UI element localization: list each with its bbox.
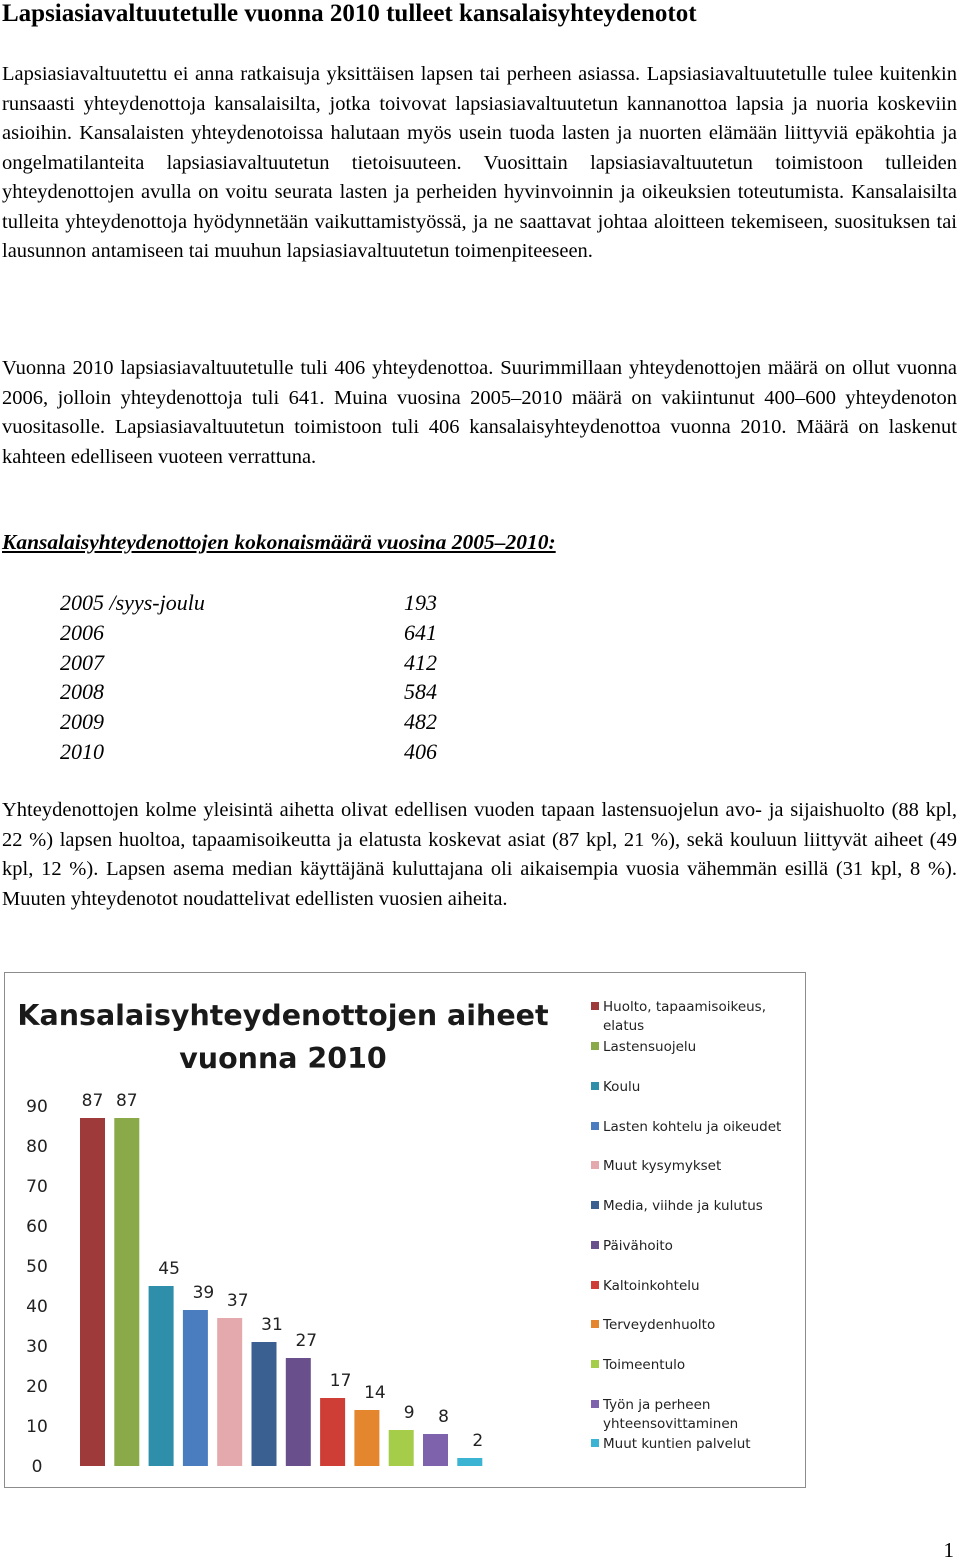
bar-series	[80, 1091, 483, 1466]
table-year: 2005 /syys-joulu	[60, 590, 205, 615]
legend-swatch	[591, 1400, 599, 1408]
legend-swatch	[591, 1002, 599, 1010]
table-year: 2007	[60, 649, 104, 675]
page-number: 1	[943, 1538, 954, 1562]
legend-label: Toimeentulo	[603, 1357, 686, 1373]
legend-label: Terveydenhuolto	[603, 1317, 716, 1333]
legend-label: Kaltoinkohtelu	[603, 1278, 700, 1294]
legend-label-line: elatus	[603, 1018, 645, 1034]
chart-title-line2: vuonna 2010	[179, 1042, 387, 1075]
legend-label-line: Huolto, tapaamisoikeus,	[603, 999, 767, 1015]
bar	[320, 1398, 345, 1466]
bar	[389, 1430, 414, 1466]
bar	[252, 1342, 277, 1466]
chart-canvas	[5, 973, 805, 1487]
legend-swatch	[591, 1281, 599, 1289]
table-year: 2009	[60, 709, 104, 735]
table-count: 193	[404, 590, 437, 615]
legend-swatch	[591, 1201, 599, 1209]
bar	[354, 1410, 379, 1466]
intro-paragraph: Lapsiasiavaltuutettu ei anna ratkaisuja yksittäisen lapsen tai perheen asiassa. Lapsiasiavaltuutetulle tulee kuitenkin runsaasti yhteydenottoja kansalaisilta, jotka toivovat lapsiasiavaltuutetun kannanottoa lapsia ja nuoria koskeviin asioihin. Kansalaisten yhteydenotoissa halutaan myös usein tuoda lasten ja nuorten elämään liittyviä epäkohtia ja ongelmatilanteita lapsiasiavaltuutetun tietoisuuteen. Vuosittain lapsiasiavaltuutetun toimistoon tulleiden yhteydenottojen avulla on voitu seurata lasten ja perheiden hyvinvoinnin ja oikeuksien toteutumista. Kansalaisilta tulleita yhteydenottoja hyödynnetään vaikuttamistyössä, ja ne saattavat johtaa aloitteen tekemiseen, suosituksen tai lausunnon antamiseen tai muuhun lapsiasiavaltuutetun toimenpiteeseen.	[2, 63, 957, 262]
legend-label	[602, 1397, 738, 1432]
legend-swatch	[591, 1082, 599, 1090]
legend-label	[603, 999, 766, 1034]
bar	[217, 1318, 242, 1466]
topics-chart	[4, 972, 806, 1488]
table-year: 2010	[60, 738, 104, 764]
bar	[423, 1434, 448, 1466]
y-tick-label: 0	[31, 1457, 43, 1477]
legend-label: Media, viihde ja kulutus	[603, 1198, 763, 1214]
bar-value-label: 27	[295, 1331, 318, 1351]
legend-label: Koulu	[603, 1079, 641, 1095]
bar-value-label: 17	[329, 1371, 352, 1391]
bar-value-label: 87	[81, 1091, 104, 1111]
y-axis	[26, 1097, 48, 1477]
yearly-summary-paragraph: Vuonna 2010 lapsiasiavaltuutetulle tuli 406 yhteydenottoa. Suurimmillaan yhteydenottojen määrä on ollut vuonna 2006, jolloin yhteydenottoja tuli 641. Muina vuosina 2005–2010 määrä on vakiintunut 400–600 yhteydenoton vuositasolle. Lapsiasiavaltuutetun toimistoon tuli 406 kansalaisyhteydenottoa vuonna 2010. Määrä on laskenut kahteen edelliseen vuoteen verrattuna.	[2, 357, 957, 468]
y-tick-label: 80	[26, 1137, 48, 1157]
table-count: 412	[404, 649, 437, 675]
legend-label: Muut kuntien palvelut	[603, 1436, 751, 1452]
legend-label-line: yhteensovittaminen	[603, 1416, 739, 1432]
y-tick-label: 10	[26, 1417, 48, 1437]
bar	[114, 1118, 139, 1466]
totals-table-heading: Kansalaisyhteydenottojen kokonaismäärä vuosina 2005–2010:	[2, 530, 556, 554]
bar-value-label: 8	[438, 1407, 449, 1427]
bar-value-label: 37	[226, 1291, 249, 1311]
bar	[149, 1286, 174, 1466]
bar	[457, 1458, 482, 1466]
y-tick-label: 70	[26, 1177, 48, 1197]
y-tick-label: 30	[26, 1337, 48, 1357]
bar-value-label: 31	[261, 1315, 283, 1335]
table-year: 2008	[60, 679, 104, 705]
y-tick-label: 60	[26, 1217, 48, 1237]
legend-label: Lastensuojelu	[603, 1039, 697, 1055]
bar	[80, 1118, 105, 1466]
bar-value-label: 45	[158, 1259, 180, 1279]
table-year: 2006	[60, 619, 104, 645]
legend-label: Muut kysymykset	[603, 1158, 722, 1174]
topics-paragraph: Yhteydenottojen kolme yleisintä aihetta olivat edellisen vuoden tapaan lastensuojelun avo- ja sijaishuolto (88 kpl, 22 %) lapsen huoltoa, tapaamisoikeutta ja elatusta koskevat asiat (87 kpl, 21 %), sekä kouluun liittyvät aiheet (49 kpl, 12 %). Lapsen asema median käyttäjänä kuluttajana oli aikaisempia vuosia vähemmän esillä (31 kpl, 8 %). Muuten yhteydenotot noudattelivat edellisten vuosien aiheita.	[2, 799, 957, 910]
legend	[591, 999, 781, 1452]
table-count: 406	[404, 738, 437, 764]
legend-swatch	[591, 1439, 599, 1447]
bar-value-label: 39	[192, 1283, 215, 1303]
legend-swatch	[591, 1161, 599, 1169]
table-count: 482	[404, 709, 437, 735]
legend-label: Päivähoito	[603, 1238, 673, 1254]
legend-swatch	[591, 1360, 599, 1368]
legend-swatch	[591, 1122, 599, 1130]
legend-label-line: Työn ja perheen	[603, 1397, 711, 1413]
bar-value-label: 14	[364, 1383, 386, 1403]
table-count: 584	[404, 679, 437, 705]
legend-label: Lasten kohtelu ja oikeudet	[603, 1119, 782, 1135]
y-tick-label: 90	[26, 1097, 48, 1117]
table-count: 641	[404, 619, 437, 645]
bar-value-label: 2	[472, 1431, 484, 1451]
y-tick-label: 50	[26, 1257, 48, 1277]
bar	[183, 1310, 208, 1466]
legend-swatch	[591, 1320, 599, 1328]
bar	[286, 1358, 311, 1466]
chart-title-line1: Kansalaisyhteydenottojen aiheet	[17, 999, 549, 1032]
y-tick-label: 20	[26, 1377, 48, 1397]
bar-value-label: 9	[403, 1403, 415, 1423]
document-title: Lapsiasiavaltuutetulle vuonna 2010 tulleet kansalaisyhteydenotot	[2, 0, 697, 27]
legend-swatch	[591, 1042, 599, 1050]
bar-value-label: 87	[115, 1091, 138, 1111]
legend-swatch	[591, 1241, 599, 1249]
y-tick-label: 40	[26, 1297, 48, 1317]
